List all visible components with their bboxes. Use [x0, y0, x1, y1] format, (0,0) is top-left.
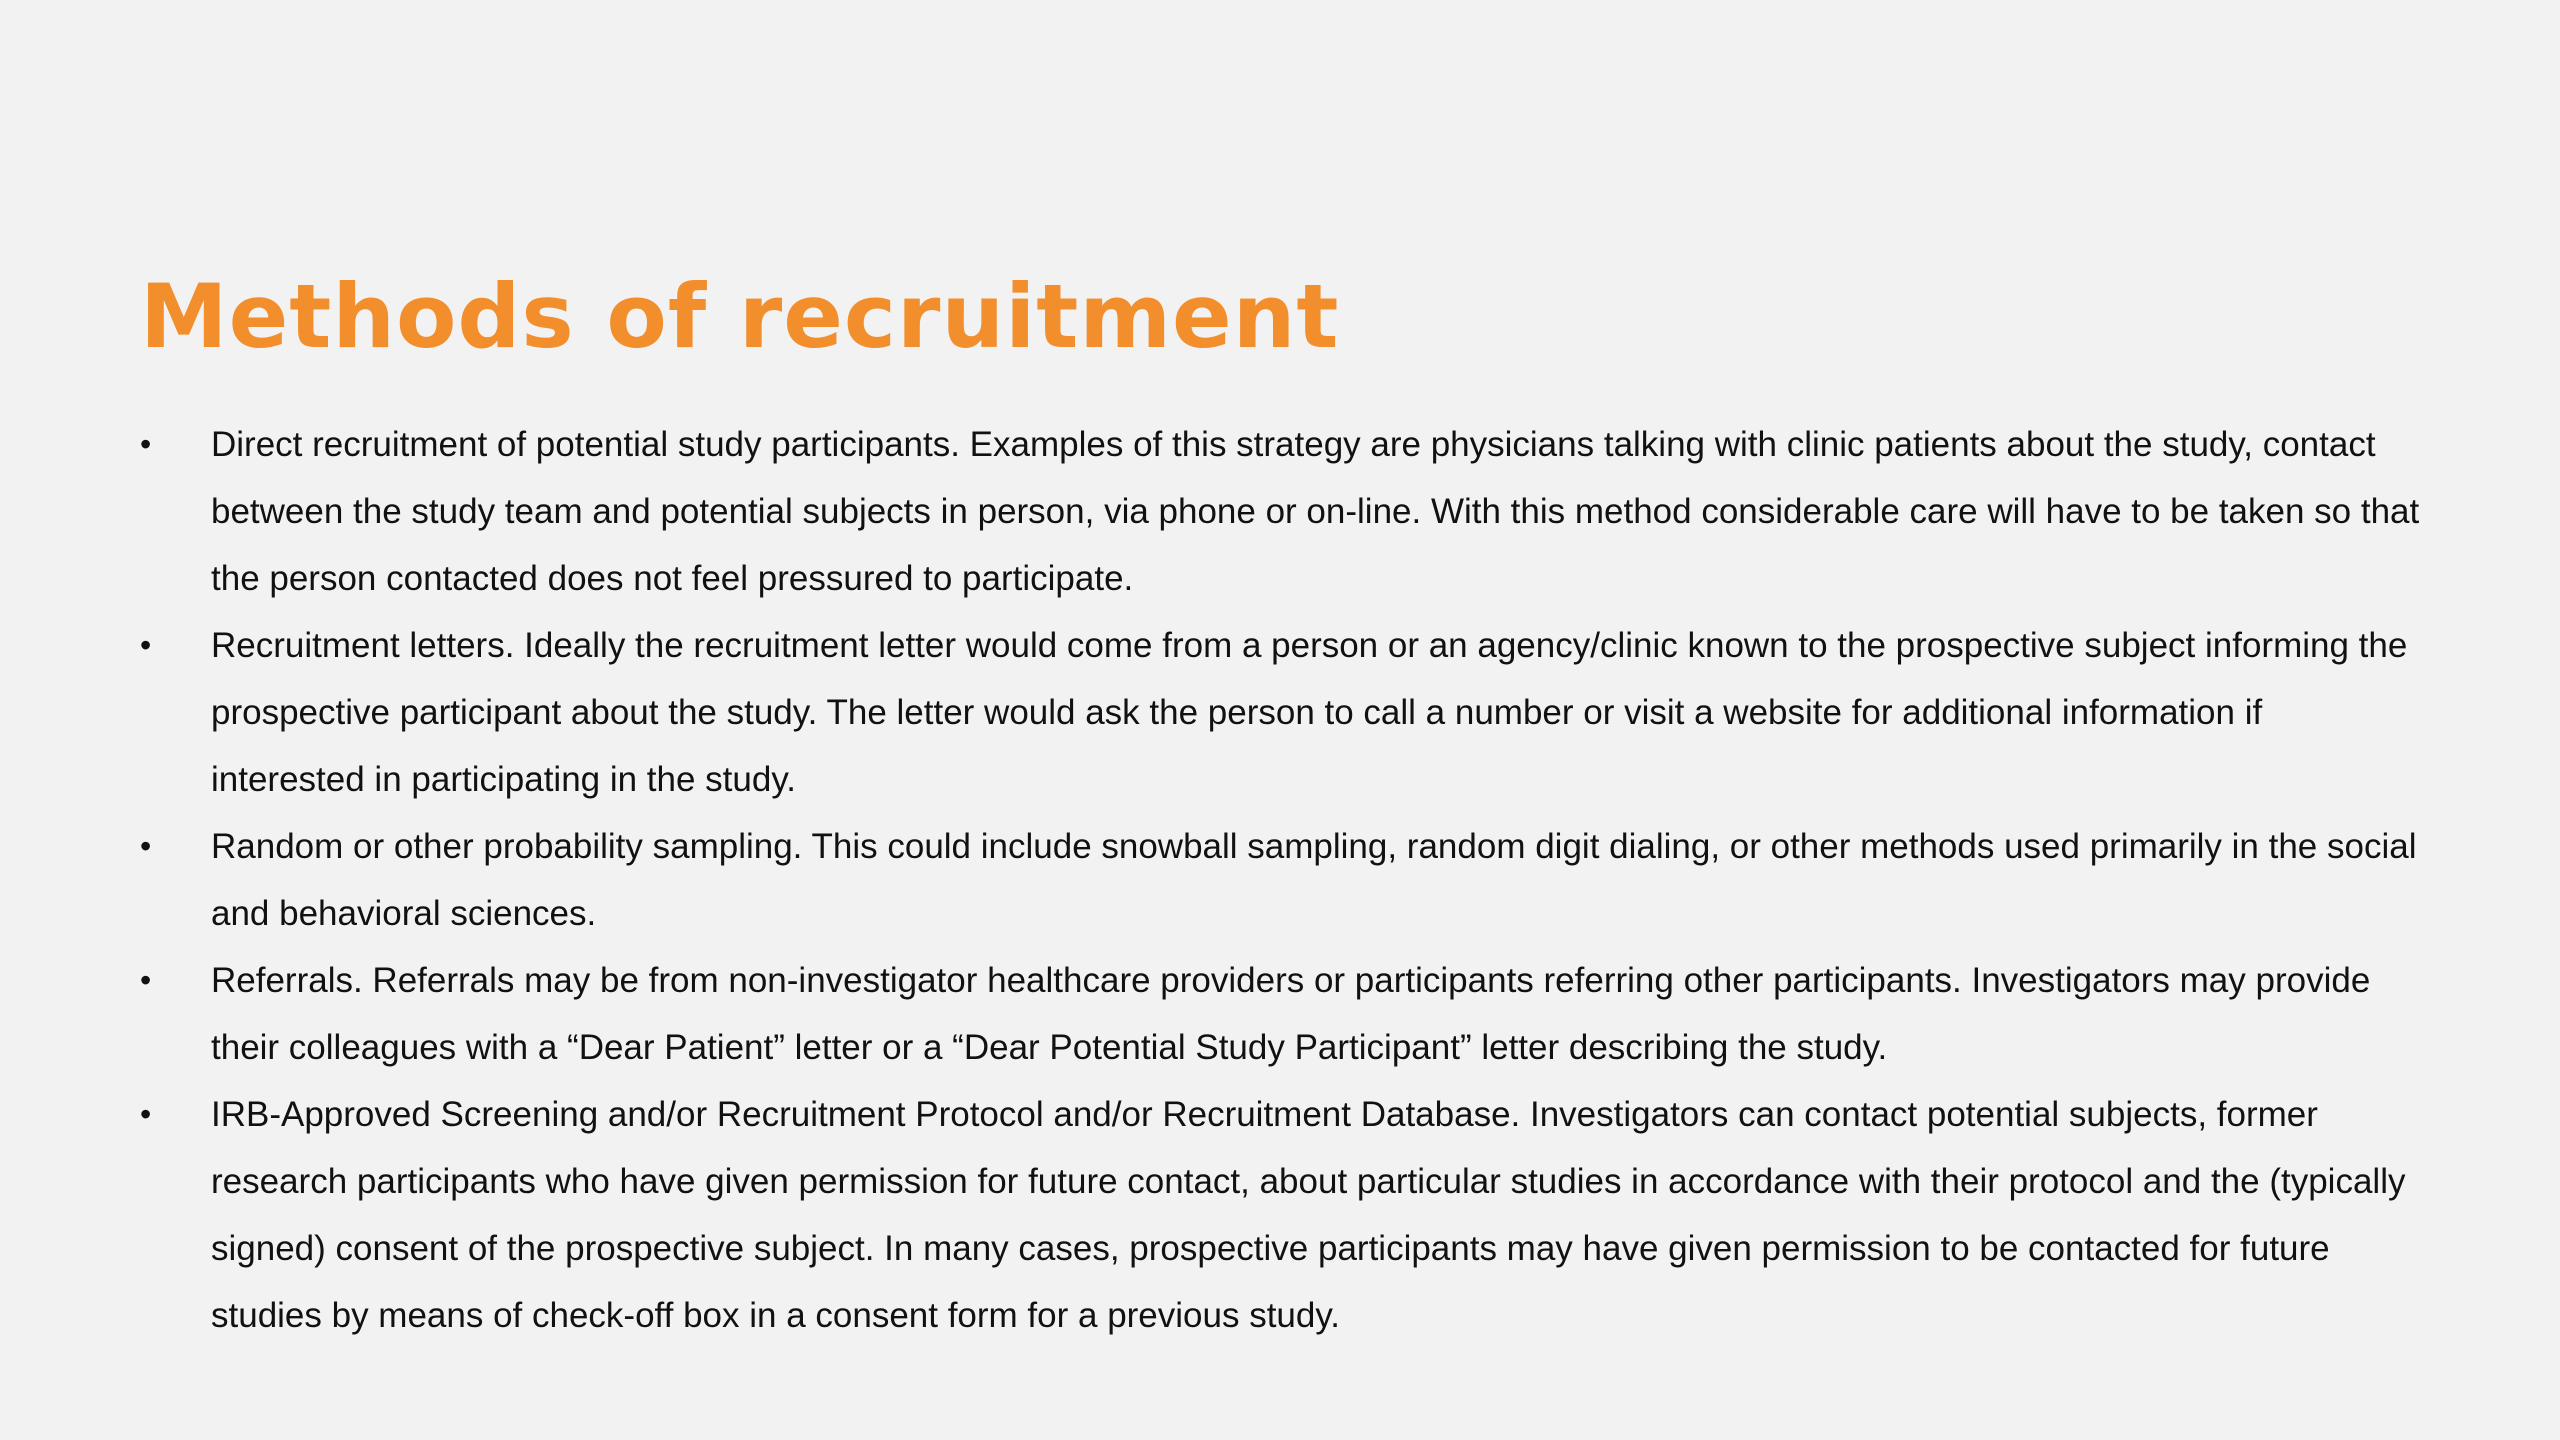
bullet-item-irb-approved-screening	[140, 1081, 2420, 1349]
bullet-text: Recruitment letters. Ideally the recruitment letter would come from a person or an agency/clinic known to the prospective subject informing the prospective participant about the study. The letter would ask the person to call a number or visit a website for additional information if interested in participating in the study.	[211, 626, 2408, 799]
bullet-icon: •	[140, 828, 152, 864]
bullet-text: Direct recruitment of potential study participants. Examples of this strategy are physicians talking with clinic patients about the study, contact between the study team and potential subjects in person, via phone or on-line. With this method considerable care will have to be taken so that the person contacted does not feel pressured to participate.	[211, 425, 2420, 598]
bullet-text: Referrals. Referrals may be from non-investigator healthcare providers or participants referring other participants. Investigators may provide their colleagues with a “Dear Patient” letter or a “Dear Potential Study Participant” letter describing the study.	[211, 961, 2371, 1067]
bullet-item-direct-recruitment	[140, 411, 2420, 612]
bullet-item-referrals	[140, 947, 2420, 1081]
bullet-list	[140, 411, 2420, 1349]
bullet-item-probability-sampling	[140, 813, 2420, 947]
slide-title: Methods of recruitment	[140, 265, 1340, 368]
bullet-icon: •	[140, 627, 152, 663]
bullet-text: IRB-Approved Screening and/or Recruitment Protocol and/or Recruitment Database. Investigators can contact potential subjects, former research participants who have given permission for future contact, about particular studies in accordance with their protocol and the (typically signed) consent of the prospective subject. In many cases, prospective participants may have given permission to be contacted for future studies by means of check-off box in a consent form for a previous study.	[211, 1095, 2406, 1335]
bullet-icon: •	[140, 962, 152, 998]
bullet-text: Random or other probability sampling. This could include snowball sampling, random digit dialing, or other methods used primarily in the social and behavioral sciences.	[211, 827, 2417, 933]
bullet-item-recruitment-letters	[140, 612, 2420, 813]
bullet-icon: •	[140, 426, 152, 462]
bullet-icon: •	[140, 1096, 152, 1132]
